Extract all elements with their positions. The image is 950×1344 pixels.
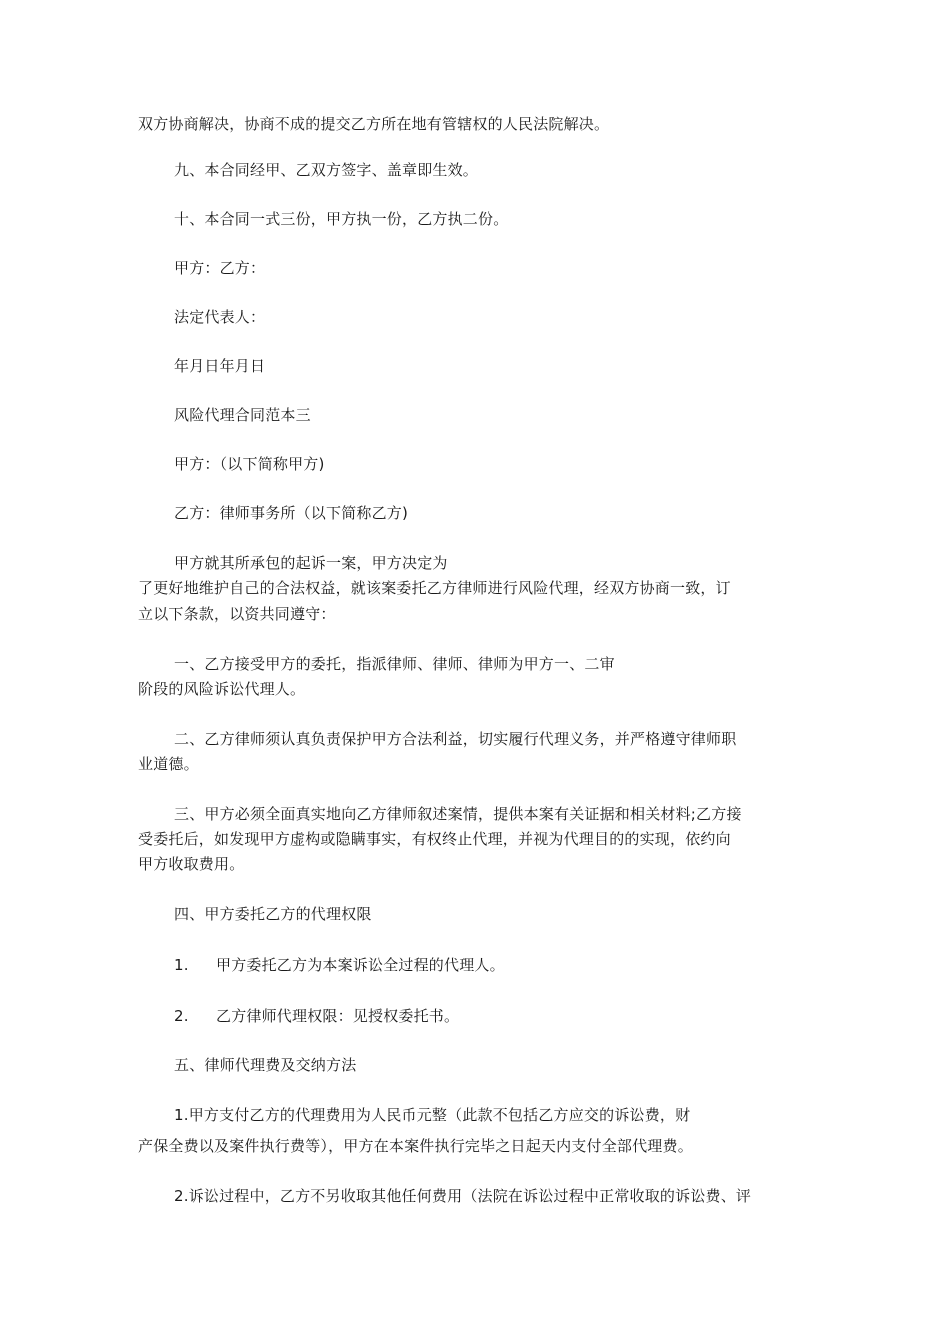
paragraph-line: 甲方就其所承包的起诉一案，甲方决定为 [174,554,448,572]
party-b-line: 乙方：律师事务所（以下简称乙方) [174,504,409,522]
list-number: 1. [174,956,189,974]
clause-two: 二、乙方律师须认真负责保护甲方合法利益，切实履行代理义务，并严格遵守律师职 [174,730,737,748]
list-number: 2. [174,1007,189,1025]
paragraph-line: 了更好地维护自己的合法权益，就该案委托乙方律师进行风险代理，经双方协商一致，订 [138,579,731,597]
list-item-text: 甲方委托乙方为本案诉讼全过程的代理人。 [216,956,505,974]
clause-three: 三、甲方必须全面真实地向乙方律师叙述案情，提供本案有关证据和相关材料;乙方接 [174,805,742,823]
paragraph-line: 阶段的风险诉讼代理人。 [138,680,306,698]
clause-four: 四、甲方委托乙方的代理权限 [174,905,372,923]
paragraph-line: 2.诉讼过程中，乙方不另收取其他任何费用（法院在诉讼过程中正常收取的诉讼费、评 [174,1187,752,1205]
date-line: 年月日年月日 [174,357,266,375]
paragraph-line: 双方协商解决，协商不成的提交乙方所在地有管辖权的人民法院解决。 [138,115,610,133]
list-item-text: 乙方律师代理权限：见授权委托书。 [216,1007,460,1025]
party-a-line: 甲方：（以下简称甲方) [174,455,325,473]
list-item [174,955,505,975]
paragraph-line: 业道德。 [138,755,199,773]
paragraph-line: 产保全费以及案件执行费等），甲方在本案件执行完毕之日起天内支付全部代理费。 [138,1137,693,1155]
party-signature-line: 甲方：乙方： [174,259,266,277]
paragraph-line: 甲方收取费用。 [138,855,245,873]
paragraph-line: 受委托后，如发现甲方虚构或隐瞒事实，有权终止代理，并视为代理目的的实现，依约向 [138,830,731,848]
section-title: 风险代理合同范本三 [174,406,311,424]
clause-one: 一、乙方接受甲方的委托，指派律师、律师、律师为甲方一、二审 [174,655,615,673]
paragraph-line: 1.甲方支付乙方的代理费用为人民币元整（此款不包括乙方应交的诉讼费，财 [174,1106,691,1124]
clause-nine: 九、本合同经甲、乙双方签字、盖章即生效。 [174,161,479,179]
clause-ten: 十、本合同一式三份，甲方执一份，乙方执二份。 [174,210,509,228]
list-item [174,1006,459,1026]
legal-representative-line: 法定代表人： [174,308,266,326]
paragraph-line: 立以下条款，以资共同遵守： [138,605,336,623]
clause-five: 五、律师代理费及交纳方法 [174,1056,357,1074]
